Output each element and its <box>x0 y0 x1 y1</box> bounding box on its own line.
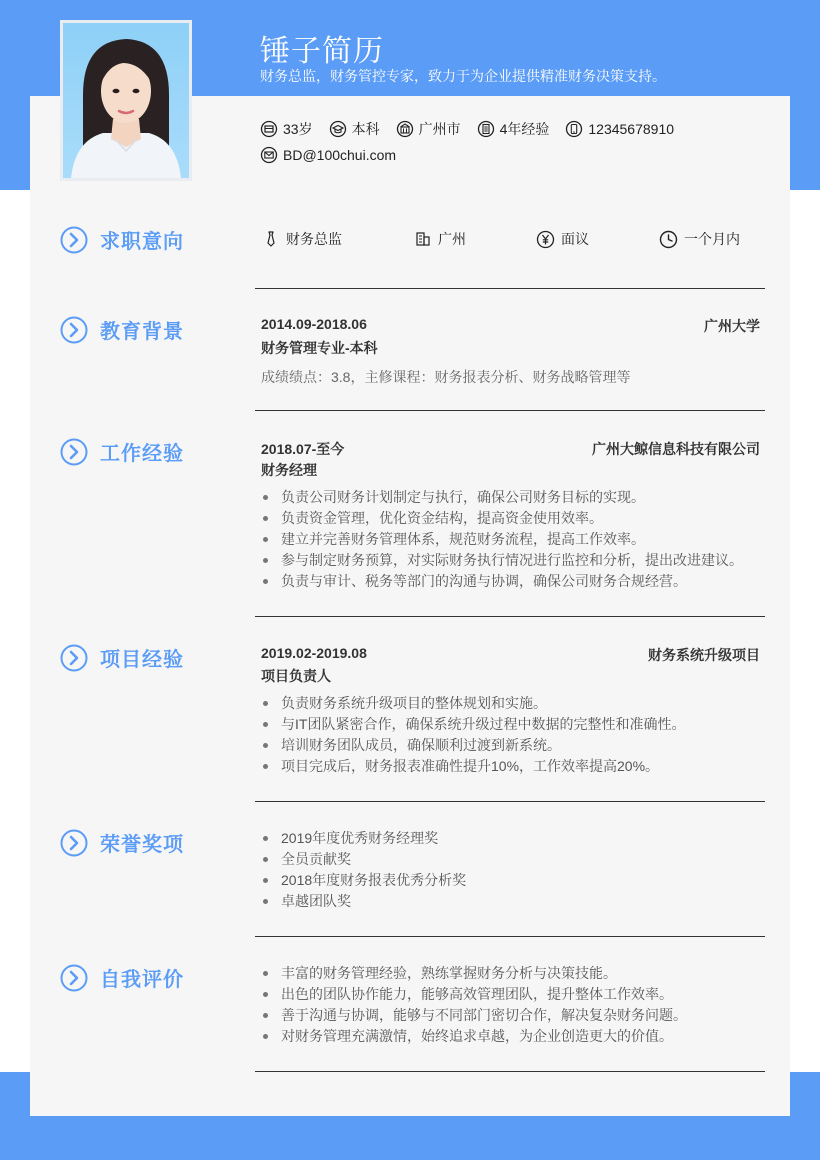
section-work-heading <box>60 437 184 466</box>
section-work-title: 工作经验 <box>100 443 184 465</box>
list-item: 全员贡献奖 <box>261 849 466 870</box>
objective-availability-text: 一个月内 <box>684 231 740 247</box>
project-period: 2019.02-2019.08 <box>261 645 367 661</box>
education-header <box>261 316 760 336</box>
section-honors-heading <box>60 828 184 857</box>
objective-position-text: 财务总监 <box>286 231 342 247</box>
info-email-text: BD@100chui.com <box>283 147 397 163</box>
work-period: 2018.07-至今 <box>261 441 345 457</box>
section-education-title: 教育背景 <box>100 321 184 343</box>
work-duties-list <box>261 487 743 592</box>
list-item: 善于沟通与协调，能够与不同部门密切合作，解决复杂财务问题。 <box>261 1005 687 1026</box>
list-item: 培训财务团队成员，确保顺利过渡到新系统。 <box>261 735 685 756</box>
info-age-text: 33岁 <box>283 121 313 137</box>
degree-cap-icon <box>329 120 347 138</box>
divider <box>255 1071 765 1072</box>
honors-list <box>261 828 466 912</box>
clock-icon <box>659 230 678 249</box>
info-experience <box>477 119 550 139</box>
work-role: 财务经理 <box>261 462 317 478</box>
objective-salary <box>536 229 589 249</box>
chevron-circle-icon <box>60 964 88 992</box>
info-age <box>260 119 313 139</box>
age-icon <box>260 120 278 138</box>
section-self-heading <box>60 963 184 992</box>
work-company: 广州大鲸信息科技有限公司 <box>592 441 760 457</box>
info-city <box>396 119 461 139</box>
project-header <box>261 645 760 665</box>
list-item: 建立并完善财务管理体系，规范财务流程，提高工作效率。 <box>261 529 743 550</box>
education-detail: 成绩绩点：3.8，主修课程：财务报表分析、财务战略管理等 <box>261 369 631 385</box>
chevron-circle-icon <box>60 644 88 672</box>
info-email <box>260 146 396 164</box>
phone-icon <box>565 120 583 138</box>
basic-info-row <box>260 119 690 139</box>
divider <box>255 801 765 802</box>
chevron-circle-icon <box>60 226 88 254</box>
list-item: 负责资金管理，优化资金结构，提高资金使用效率。 <box>261 508 743 529</box>
info-degree <box>329 119 380 139</box>
divider <box>255 410 765 411</box>
work-header <box>261 439 760 459</box>
building-icon <box>396 120 414 138</box>
education-major: 财务管理专业-本科 <box>261 340 378 356</box>
email-icon <box>260 146 278 164</box>
education-period: 2014.09-2018.06 <box>261 316 367 332</box>
info-degree-text: 本科 <box>351 121 380 137</box>
objective-position <box>262 229 342 249</box>
section-self-title: 自我评价 <box>100 969 184 991</box>
resume-subtitle: 财务总监，财务管控专家，致力于为企业提供精准财务决策支持。 <box>260 68 666 84</box>
list-item: 对财务管理充满激情，始终追求卓越，为企业创造更大的价值。 <box>261 1026 687 1047</box>
section-objective-title: 求职意向 <box>100 231 184 253</box>
chevron-circle-icon <box>60 316 88 344</box>
info-phone <box>565 120 674 138</box>
list-item: 出色的团队协作能力，能够高效管理团队，提升整体工作效率。 <box>261 984 687 1005</box>
objective-city-text: 广州 <box>438 231 466 247</box>
list-item: 负责财务系统升级项目的整体规划和实施。 <box>261 693 685 714</box>
avatar <box>60 20 192 181</box>
objective-salary-text: 面议 <box>561 231 589 247</box>
education-school: 广州大学 <box>704 318 760 334</box>
self-evaluation-list <box>261 963 687 1047</box>
yen-icon <box>536 230 555 249</box>
list-item: 负责公司财务计划制定与执行，确保公司财务目标的实现。 <box>261 487 743 508</box>
divider <box>255 288 765 289</box>
divider <box>255 616 765 617</box>
project-name: 财务系统升级项目 <box>648 647 760 663</box>
chevron-circle-icon <box>60 829 88 857</box>
divider <box>255 936 765 937</box>
objective-city <box>414 229 466 249</box>
list-item: 2018年度财务报表优秀分析奖 <box>261 870 466 891</box>
list-item: 与IT团队紧密合作，确保系统升级过程中数据的完整性和准确性。 <box>261 714 685 735</box>
document-icon <box>477 120 495 138</box>
info-city-text: 广州市 <box>418 121 461 137</box>
section-project-heading <box>60 643 184 672</box>
list-item: 负责与审计、税务等部门的沟通与协调，确保公司财务合规经营。 <box>261 571 743 592</box>
info-phone-text: 12345678910 <box>588 121 675 137</box>
project-role: 项目负责人 <box>261 668 331 684</box>
section-project-title: 项目经验 <box>100 649 184 671</box>
list-item: 2019年度优秀财务经理奖 <box>261 828 466 849</box>
city-icon <box>414 230 432 248</box>
list-item: 卓越团队奖 <box>261 891 466 912</box>
resume-name: 锤子简历 <box>260 35 384 68</box>
email-row <box>260 146 412 164</box>
section-objective-heading <box>60 225 184 254</box>
section-education-heading <box>60 315 184 344</box>
chevron-circle-icon <box>60 438 88 466</box>
list-item: 项目完成后，财务报表准确性提升10%，工作效率提高20%。 <box>261 756 685 777</box>
objective-availability <box>659 229 740 249</box>
info-experience-text: 4年经验 <box>499 121 550 137</box>
project-duties-list <box>261 693 685 777</box>
tie-icon <box>262 230 280 248</box>
list-item: 参与制定财务预算，对实际财务执行情况进行监控和分析，提出改进建议。 <box>261 550 743 571</box>
list-item: 丰富的财务管理经验，熟练掌握财务分析与决策技能。 <box>261 963 687 984</box>
section-honors-title: 荣誉奖项 <box>100 834 184 856</box>
